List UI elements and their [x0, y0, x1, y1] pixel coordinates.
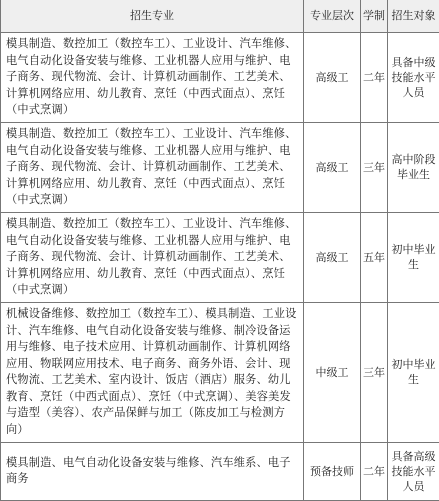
target-cell: 具备高级技能水平人员: [388, 442, 439, 500]
level-cell: 高级工: [304, 33, 361, 123]
level-cell: 中级工: [304, 302, 361, 442]
major-cell: 模具制造、数控加工（数控车工）、工业设计、汽车维修、电气自动化设备安装与维修、工业机器人应用与维护、电子商务、现代物流、会计、计算机动画制作、工艺美术、计算机网络应用、幼儿教育、烹饪（中西式面点）、烹饪（中式烹调）: [1, 212, 304, 302]
table-row: [1, 33, 439, 123]
table-row: [1, 302, 439, 442]
table-row: [1, 442, 439, 500]
major-cell: 机械设备维修、数控加工（数控车工）、模具制造、工业设计、汽车维修、电气自动化设备安装与维修、制冷设备运用与维修、电子技术应用、计算机动画制作、计算机网络应用、物联网应用技术、电子商务、商务外语、会计、现代物流、工艺美术、室内设计、饭店（酒店）服务、幼儿教育、烹饪（中西式面点）、烹饪（中式烹调）、美容美发与造型（美容）、农产品保鲜与加工（陈皮加工与检测方向）: [1, 302, 304, 442]
level-cell: 高级工: [304, 212, 361, 302]
header-years: 学制: [361, 0, 388, 33]
table-header-row: [1, 0, 439, 33]
table-row: [1, 212, 439, 302]
target-cell: 初中毕业生: [388, 212, 439, 302]
header-level: 专业层次: [304, 0, 361, 33]
header-major: 招生专业: [1, 0, 304, 33]
years-cell: 三年: [361, 122, 388, 212]
years-cell: 五年: [361, 212, 388, 302]
target-cell: 具备中级技能水平人员: [388, 33, 439, 123]
target-cell: 初中毕业生: [388, 302, 439, 442]
years-cell: 二年: [361, 33, 388, 123]
level-cell: 预备技师: [304, 442, 361, 500]
header-target: 招生对象: [388, 0, 439, 33]
table-row: [1, 122, 439, 212]
target-cell: 高中阶段毕业生: [388, 122, 439, 212]
major-cell: 模具制造、数控加工（数控车工）、工业设计、汽车维修、电气自动化设备安装与维修、工业机器人应用与维护、电子商务、现代物流、会计、计算机动画制作、工艺美术、计算机网络应用、幼儿教育、烹饪（中西式面点）、烹饪（中式烹调）: [1, 33, 304, 123]
major-cell: 模具制造、电气自动化设备安装与维修、汽车维系、电子商务: [1, 442, 304, 500]
years-cell: 三年: [361, 302, 388, 442]
years-cell: 二年: [361, 442, 388, 500]
major-cell: 模具制造、数控加工（数控车工）、工业设计、汽车维修、电气自动化设备安装与维修、工业机器人应用与维护、电子商务、现代物流、会计、计算机动画制作、工艺美术、计算机网络应用、幼儿教育、烹饪（中西式面点）、烹饪（中式烹调）: [1, 122, 304, 212]
level-cell: 高级工: [304, 122, 361, 212]
